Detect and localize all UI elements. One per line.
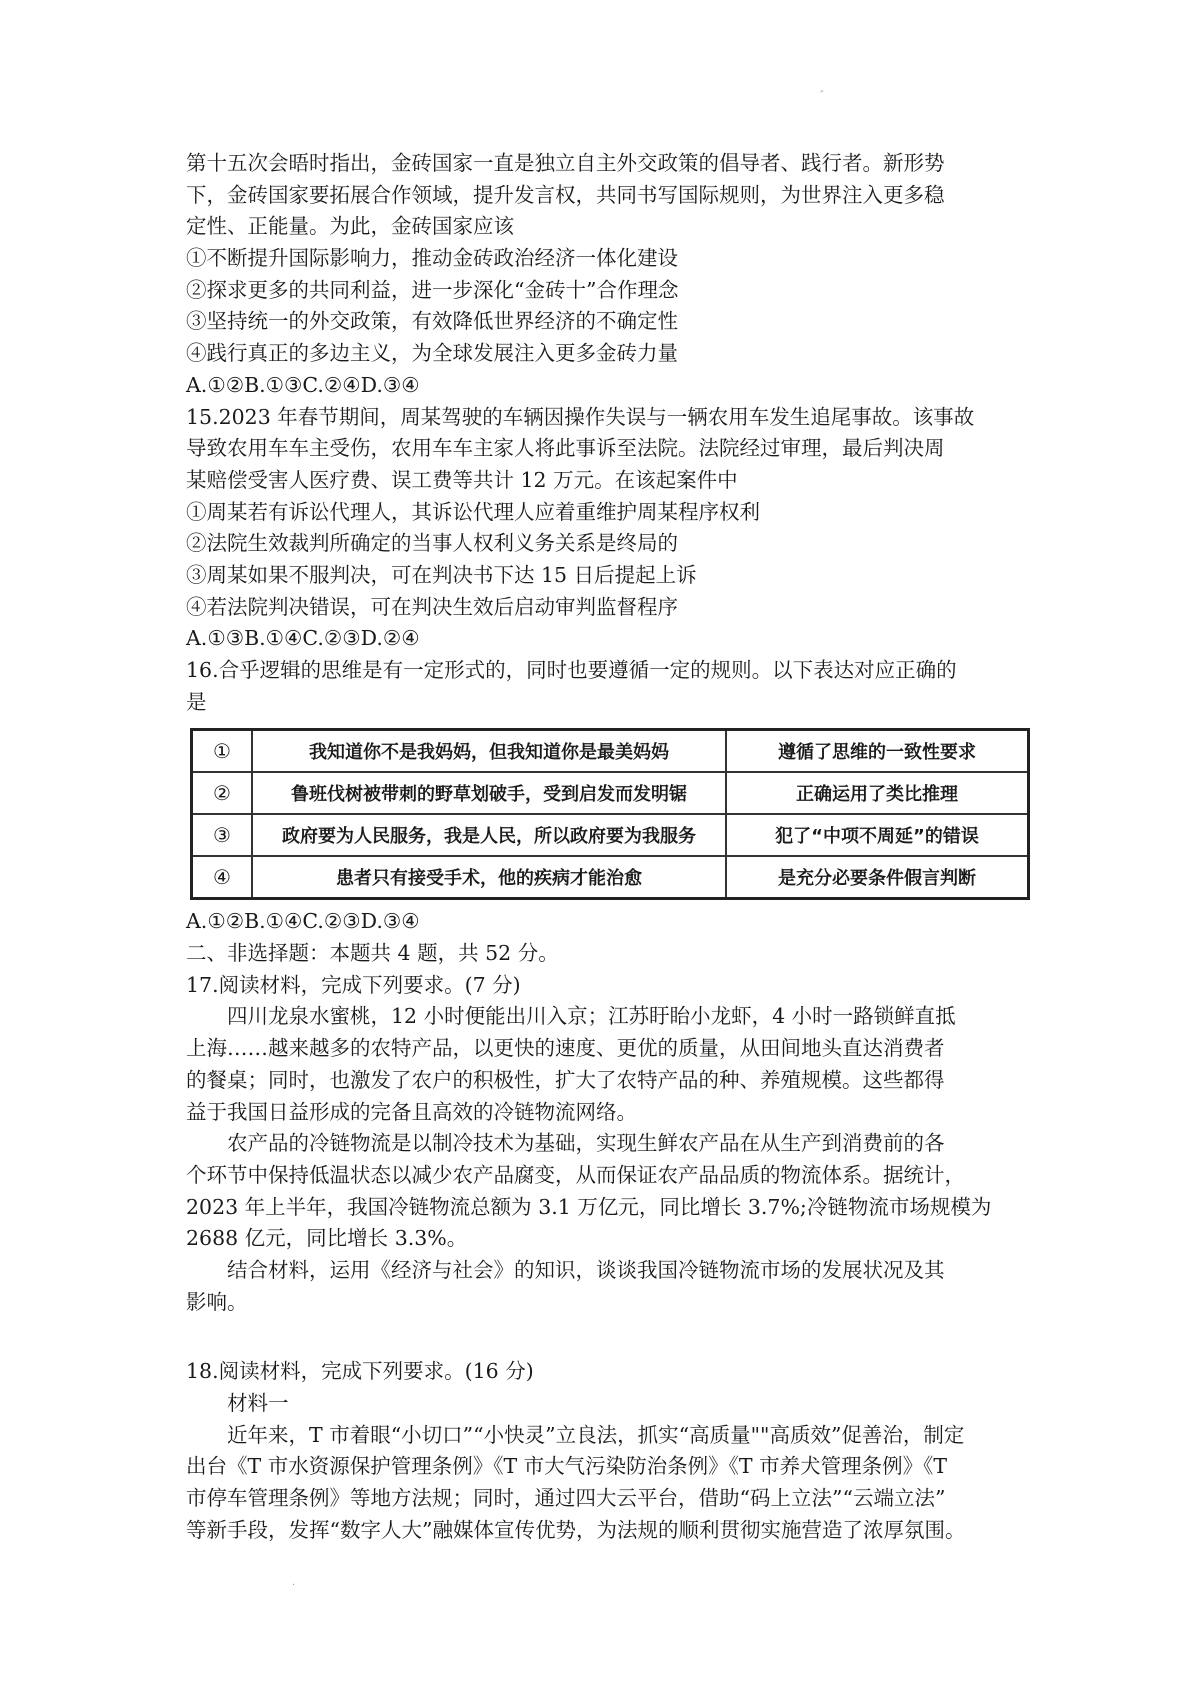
bottom-corner-mark: · bbox=[292, 1580, 296, 1591]
q17-para-line: 上海……越来越多的农特产品，以更快的速度、更优的质量，从田间地头直达消费者 bbox=[186, 1036, 945, 1061]
q14-option: ④践行真正的多边主义，为全球发展注入更多金砖力量 bbox=[186, 341, 678, 366]
q17-para-line: 四川龙泉水蜜桃，12 小时便能出川入京；江苏盱眙小龙虾，4 小时一路锁鲜直抵 bbox=[227, 1004, 956, 1029]
q17-prompt-line: 结合材料，运用《经济与社会》的知识，谈谈我国冷链物流市场的发展状况及其 bbox=[227, 1257, 945, 1282]
row-number: ③ bbox=[192, 814, 253, 856]
q17-para-line: 2023 年上半年，我国冷链物流总额为 3.1 万亿元，同比增长 3.7%;冷链物流市场规模为 bbox=[186, 1194, 992, 1219]
row-statement: 鲁班伐树被带刺的野草划破手，受到启发而发明锯 bbox=[252, 772, 726, 814]
q14-option: ③坚持统一的外交政策，有效降低世界经济的不确定性 bbox=[186, 309, 678, 334]
row-statement: 患者只有接受手术，他的疾病才能治愈 bbox=[252, 856, 726, 899]
table-row bbox=[192, 814, 1029, 856]
q16-stem-line: 是 bbox=[186, 689, 207, 714]
q17-para-line: 益于我国日益形成的完备且高效的冷链物流网络。 bbox=[186, 1099, 637, 1124]
q15-stem-line: 15.2023 年春节期间，周某驾驶的车辆因操作失误与一辆农用车发生追尾事故。该事故 bbox=[186, 404, 975, 429]
row-judgment: 犯了“中项不周延”的错误 bbox=[726, 814, 1029, 856]
row-judgment: 遵循了思维的一致性要求 bbox=[726, 730, 1029, 773]
q17-title: 17.阅读材料，完成下列要求。(7 分) bbox=[186, 972, 521, 997]
row-number: ④ bbox=[192, 856, 253, 899]
q14-line: 下，金砖国家要拓展合作领域，提升发言权，共同书写国际规则，为世界注入更多稳 bbox=[186, 182, 945, 207]
q18-para-line: 近年来，T 市着眼“小切口”“小快灵”立良法，抓实“高质量""高质效”促善治，制定 bbox=[227, 1422, 965, 1447]
q18-para-line: 等新手段，发挥“数字人大”融媒体宣传优势，为法规的顺利贯彻实施营造了浓厚氛围。 bbox=[186, 1517, 966, 1542]
q14-option: ①不断提升国际影响力，推动金砖政治经济一体化建设 bbox=[186, 246, 678, 271]
q17-para-line: 的餐桌；同时，也激发了农户的积极性，扩大了农特产品的种、养殖规模。这些都得 bbox=[186, 1067, 945, 1092]
q17-para-line: 农产品的冷链物流是以制冷技术为基础，实现生鲜农产品在从生产到消费前的各 bbox=[227, 1131, 945, 1156]
q15-option: ③周某如果不服判决，可在判决书下达 15 日后提起上诉 bbox=[186, 562, 697, 587]
row-statement: 政府要为人民服务，我是人民，所以政府要为我服务 bbox=[252, 814, 726, 856]
row-judgment: 正确运用了类比推理 bbox=[726, 772, 1029, 814]
section-heading: 二、非选择题：本题共 4 题，共 52 分。 bbox=[186, 941, 559, 966]
table-row bbox=[192, 856, 1029, 899]
table-row bbox=[192, 730, 1029, 773]
row-judgment: 是充分必要条件假言判断 bbox=[726, 856, 1029, 899]
q15-option: ②法院生效裁判所确定的当事人权利义务关系是终局的 bbox=[186, 531, 678, 556]
row-statement: 我知道你不是我妈妈，但我知道你是最美妈妈 bbox=[252, 730, 726, 773]
q17-prompt-line: 影响。 bbox=[186, 1289, 248, 1314]
q18-para-line: 出台《T 市水资源保护管理条例》《T 市大气污染防治条例》《T 市养犬管理条例》《T bbox=[186, 1454, 947, 1479]
q14-option: ②探求更多的共同利益，进一步深化“金砖十”合作理念 bbox=[186, 277, 679, 302]
q17-para-line: 个环节中保持低温状态以减少农产品腐变，从而保证农产品品质的物流体系。据统计， bbox=[186, 1162, 965, 1187]
q14-line: 定性、正能量。为此，金砖国家应该 bbox=[186, 214, 514, 239]
q18-title: 18.阅读材料，完成下列要求。(16 分) bbox=[186, 1359, 534, 1384]
top-corner-mark: ″ bbox=[820, 90, 824, 101]
q16-options-table bbox=[190, 728, 1030, 900]
q15-stem-line: 某赔偿受害人医疗费、误工费等共计 12 万元。在该起案件中 bbox=[186, 467, 738, 492]
q17-para-line: 2688 亿元，同比增长 3.3%。 bbox=[186, 1226, 468, 1251]
row-number: ② bbox=[192, 772, 253, 814]
q14-line: 第十五次会晤时指出，金砖国家一直是独立自主外交政策的倡导者、践行者。新形势 bbox=[186, 151, 945, 175]
table-row bbox=[192, 772, 1029, 814]
q15-option: ④若法院判决错误，可在判决生效后启动审判监督程序 bbox=[186, 594, 678, 619]
q15-answer-choices: A.①③B.①④C.②③D.②④ bbox=[186, 626, 420, 651]
row-number: ① bbox=[192, 730, 253, 773]
page-content bbox=[186, 148, 1056, 1546]
q15-stem-line: 导致农用车车主受伤，农用车车主家人将此事诉至法院。法院经过审理，最后判决周 bbox=[186, 436, 945, 461]
q14-answer-choices: A.①②B.①③C.②④D.③④ bbox=[186, 372, 420, 397]
q15-option: ①周某若有诉讼代理人，其诉讼代理人应着重维护周某程序权利 bbox=[186, 499, 760, 524]
q18-material-label: 材料一 bbox=[227, 1391, 289, 1415]
q16-answer-choices: A.①②B.①④C.②③D.③④ bbox=[186, 909, 420, 934]
q16-stem-line: 16.合乎逻辑的思维是有一定形式的，同时也要遵循一定的规则。以下表达对应正确的 bbox=[186, 658, 957, 682]
q18-para-line: 市停车管理条例》等地方法规；同时，通过四大云平台，借助“码上立法”“云端立法” bbox=[186, 1486, 946, 1511]
